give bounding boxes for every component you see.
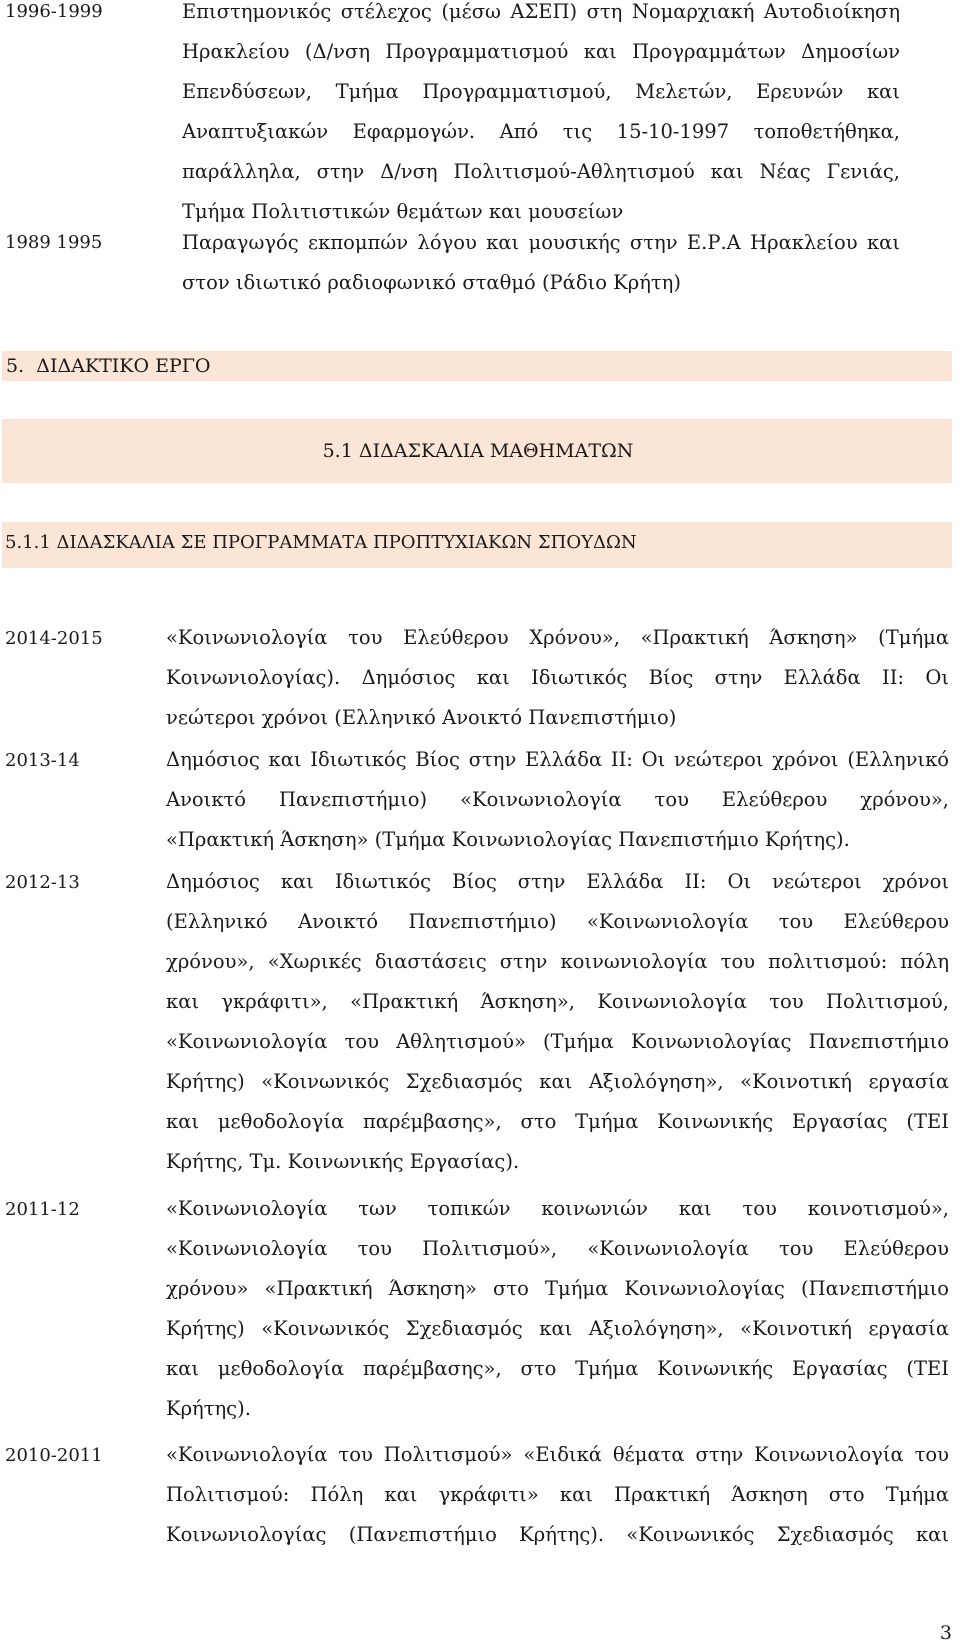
entry-date: 2013-14	[5, 750, 80, 771]
entry-line: Κοινωνιολογίας (Πανεπιστήμιο Κρήτης). «Κοινωνικός Σχεδιασμός και	[166, 1523, 949, 1546]
entry-line: (Ελληνικό Ανοικτό Πανεπιστήμιο) «Κοινωνιολογία του Ελεύθερου	[166, 910, 949, 933]
entry-line: στον ιδιωτικό ραδιοφωνικό σταθμό (Ράδιο Κρήτη)	[182, 271, 681, 294]
entry-line: Επενδύσεων, Τμήμα Προγραμματισμού, Μελετών, Ερευνών και	[182, 80, 900, 103]
entry-line: Δημόσιος και Ιδιωτικός Βίος στην Ελλάδα ΙΙ: Οι νεώτεροι χρόνοι	[166, 870, 949, 893]
entry-line: Δημόσιος και Ιδιωτικός Βίος στην Ελλάδα ΙΙ: Οι νεώτεροι χρόνοι (Ελληνικό	[166, 748, 949, 771]
entry-line: Τμήμα Πολιτιστικών θεμάτων και μουσείων	[182, 200, 624, 223]
entry-text	[182, 223, 900, 303]
entry-text	[166, 1189, 949, 1429]
subsection-heading: 5.1 ΔΙΔΑΣΚΑΛΙΑ ΜΑΘΗΜΑΤΩΝ	[322, 440, 634, 462]
entry-line: Κρήτης).	[166, 1397, 251, 1420]
entry-line: Επιστημονικός στέλεχος (μέσω ΑΣΕΠ) στη Νομαρχιακή Αυτοδιοίκηση	[182, 0, 900, 23]
entry-line: «Κοινωνιολογία του Πολιτισμού», «Κοινωνιολογία του Ελεύθερου	[166, 1237, 949, 1260]
entry-line: «Κοινωνιολογία των τοπικών κοινωνιών και του κοινοτισμού»,	[166, 1197, 949, 1220]
entry-date: 2012-13	[5, 872, 80, 893]
entry-date: 2011-12	[5, 1199, 80, 1220]
subsubsection-heading: 5.1.1 ΔΙΔΑΣΚΑΛΙΑ ΣΕ ΠΡΟΓΡΑΜΜΑΤΑ ΠΡΟΠΤΥΧΙΑΚΩΝ ΣΠΟΥΔΩΝ	[5, 532, 637, 553]
entry-line: παράλληλα, στην Δ/νση Πολιτισμού-Αθλητισμού και Νέας Γενιάς,	[182, 160, 900, 183]
entry-line: Πολιτισμού: Πόλη και γκράφιτι» και Πρακτική Άσκηση στο Τμήμα	[166, 1483, 949, 1506]
entry-date: 1989 1995	[5, 232, 103, 253]
entry-line: Ανοικτό Πανεπιστήμιο) «Κοινωνιολογία του Ελεύθερου χρόνου»,	[166, 788, 949, 811]
entry-date: 2010-2011	[5, 1445, 103, 1466]
entry-line: «Κοινωνιολογία του Πολιτισμού» «Ειδικά θέματα στην Κοινωνιολογία του	[166, 1443, 949, 1466]
entry-line: και γκράφιτι», «Πρακτική Άσκηση», Κοινωνιολογία του Πολιτισμού,	[166, 990, 949, 1013]
entry-line: νεώτεροι χρόνοι (Ελληνικό Ανοικτό Πανεπιστήμιο)	[166, 706, 677, 729]
entry-line: χρόνου» «Πρακτική Άσκηση» στο Τμήμα Κοινωνιολογίας (Πανεπιστήμιο	[166, 1277, 949, 1300]
entry-line: Κρήτης) «Κοινωνικός Σχεδιασμός και Αξιολόγηση», «Κοινοτική εργασία	[166, 1070, 949, 1093]
entry-text	[166, 1435, 949, 1555]
entry-line: Αναπτυξιακών Εφαρμογών. Από τις 15-10-1997 τοποθετήθηκα,	[182, 120, 900, 143]
entry-line: και μεθοδολογία παρέμβασης», στο Τμήμα Κοινωνικής Εργασίας (ΤΕΙ	[166, 1357, 949, 1380]
entry-line: Κρήτης) «Κοινωνικός Σχεδιασμός και Αξιολόγηση», «Κοινοτική εργασία	[166, 1317, 949, 1340]
section-heading: 5. ΔΙΔΑΚΤΙΚΟ ΕΡΓΟ	[6, 355, 211, 377]
entry-date: 1996-1999	[5, 1, 103, 22]
entry-text	[166, 862, 949, 1182]
entry-text	[166, 740, 949, 860]
entry-line: Ηρακλείου (Δ/νση Προγραμματισμού και Προγραμμάτων Δημοσίων	[182, 40, 900, 63]
entry-line: και μεθοδολογία παρέμβασης», στο Τμήμα Κοινωνικής Εργασίας (ΤΕΙ	[166, 1110, 949, 1133]
entry-text	[166, 618, 949, 738]
entry-line: «Πρακτική Άσκηση» (Τμήμα Κοινωνιολογίας Πανεπιστήμιο Κρήτης).	[166, 828, 850, 851]
entry-line: Παραγωγός εκπομπών λόγου και μουσικής στην Ε.Ρ.Α Ηρακλείου και	[182, 231, 900, 254]
entry-line: «Κοινωνιολογία του Ελεύθερου Χρόνου», «Πρακτική Άσκηση» (Τμήμα	[166, 626, 949, 649]
page-number: 3	[939, 1622, 952, 1644]
entry-line: Κρήτης, Τμ. Κοινωνικής Εργασίας).	[166, 1150, 520, 1173]
entry-date: 2014-2015	[5, 628, 103, 649]
entry-text	[182, 0, 900, 232]
entry-line: χρόνου», «Χωρικές διαστάσεις στην κοινωνιολογία του πολιτισμού: πόλη	[166, 950, 949, 973]
entry-line: «Κοινωνιολογία του Αθλητισμού» (Τμήμα Κοινωνιολογίας Πανεπιστήμιο	[166, 1030, 949, 1053]
entry-line: Κοινωνιολογίας). Δημόσιος και Ιδιωτικός Βίος στην Ελλάδα ΙΙ: Οι	[166, 666, 949, 689]
